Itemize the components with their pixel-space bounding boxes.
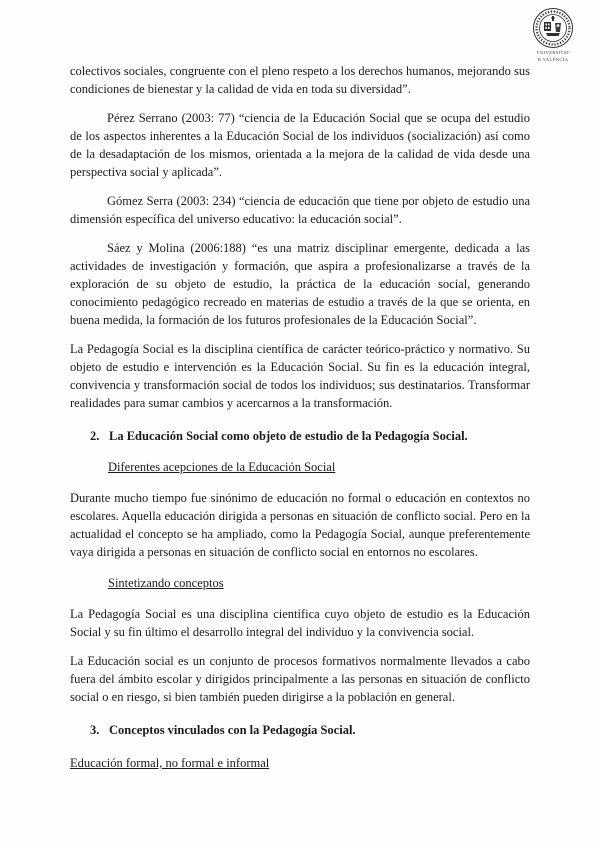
subheading-sintetizando-conceptos (108, 574, 530, 592)
subheading-educacion-formal (70, 754, 530, 772)
quote-gomez-serra: Gómez Serra (2003: 234) “ciencia de educación que tiene por objeto de estudio una dimensión específica del universo educativo: la educación social”. (70, 194, 530, 226)
subheading-text: Sintetizando conceptos (108, 576, 224, 590)
seal-caption-line2: Đ VALÈNCIA (537, 57, 569, 62)
quote-saez-molina: Sáez y Molina (2006:188) “es una matriz disciplinar emergente, dedicada a las actividades de investigación y formación, que aspira a profesionalizarse a través de la exploración de su objeto de estudio, la práctica de la educación social, generando conocimiento pedagógico recreado en materias de estudio a través de la que se orienta, en buena medida, la formación de los futuros profesionales de la Educación Social”. (70, 241, 530, 327)
subheading-diferentes-acepciones (108, 458, 530, 476)
paragraph-pedagogia-definition: La Pedagogía Social es la disciplina científica de carácter teórico-práctico y normativo. Su objeto de estudio e intervención es la Educación Social. Su fin es la educación integral, convivencia y transformación social de todos los individuos; sus destinatarios. Transformar realidades para sumar cambios y acercarnos a la transformación. (70, 342, 530, 410)
paragraph-continuation: colectivos sociales, congruente con el pleno respeto a los derechos humanos, mejorando sus condiciones de bienestar y la calidad de vida en toda su diversidad”. (70, 64, 530, 96)
section-heading-3 (70, 721, 530, 739)
paragraph-educacion-social-conjunto: La Educación social es un conjunto de procesos formativos normalmente llevados a cabo fuera del ámbito escolar y dirigidos principalmente a las personas en situación de conflicto social o en riesgo, si bien también pueden dirigirse a la población en general. (70, 654, 530, 704)
document-body (70, 62, 530, 772)
subheading-text: Educación formal, no formal e informal (70, 756, 270, 770)
seal-caption-line1: VNIVERSITAT (536, 50, 570, 55)
university-seal (521, 7, 585, 63)
section-number: 2. (90, 429, 100, 443)
paragraph-durante-mucho-tiempo: Durante mucho tiempo fue sinónimo de educación no formal o educación en contextos no escolares. Aquella educación dirigida a personas en situación de conflicto social. Pero en la actualidad el concepto se ha ampliado, como la Pedagogía Social, aunque preferentemente vaya dirigida a personas en situación de conflicto social en entornos no escolares. (70, 491, 530, 559)
section-heading-text: La Educación Social como objeto de estudio de la Pedagogía Social. (109, 429, 468, 443)
section-number: 3. (90, 723, 100, 737)
quote-perez-serrano: Pérez Serrano (2003: 77) “ciencia de la Educación Social que se ocupa del estudio de los aspectos inherentes a la Educación Social de los individuos (socialización) así como de la desadaptación de los mismos, orientada a la mejora de la calidad de vida desde una perspectiva social y aplicada”. (70, 111, 530, 179)
section-heading-text: Conceptos vinculados con la Pedagogía Social. (109, 723, 356, 737)
paragraph-pedagogia-sintesis: La Pedagogía Social es una disciplina científica cuyo objeto de estudio es la Educación Social y su fin último el desarrollo integral del individuo y la convivencia social. (70, 607, 530, 639)
university-seal-icon (532, 7, 574, 49)
subheading-text: Diferentes acepciones de la Educación Social (108, 460, 336, 474)
section-heading-2 (70, 427, 530, 445)
